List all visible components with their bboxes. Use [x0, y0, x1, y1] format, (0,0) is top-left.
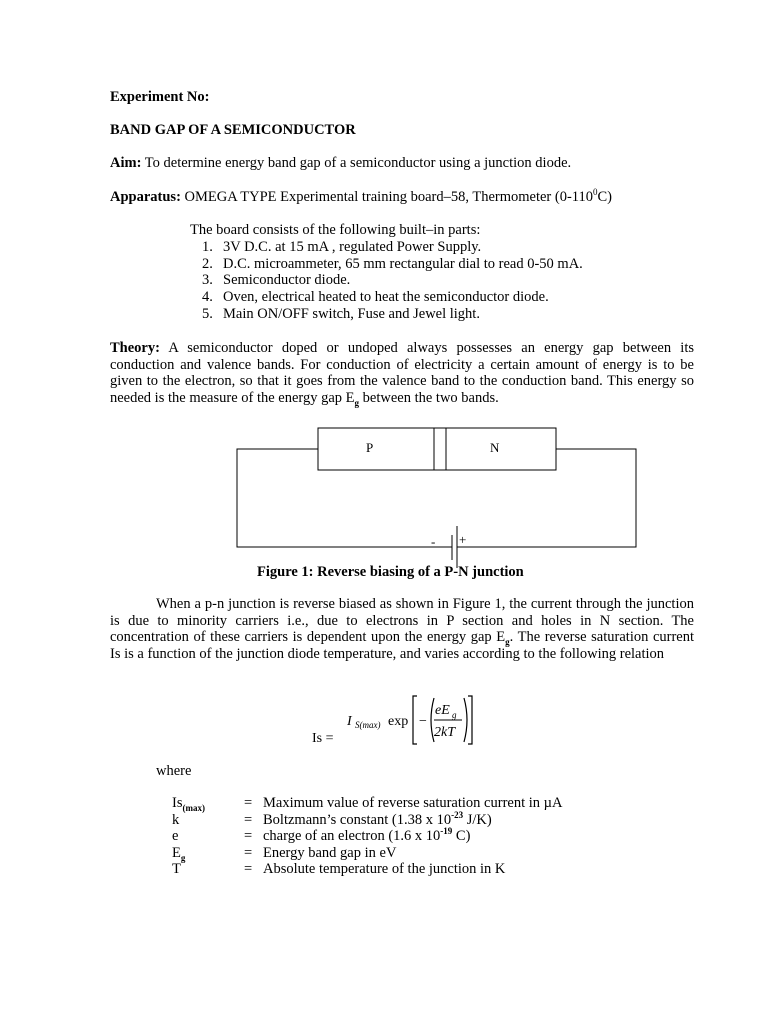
list-item: 5. Main ON/OFF switch, Fuse and Jewel light.	[202, 305, 480, 322]
theory-paragraph: Theory: A semiconductor doped or undoped always possesses an energy gap between its conduction and valence bands. For conduction of electricity a certain amount of energy is to be given to the electron, so that it goes from the valence band to the conduction band. This energy so needed is the measure of the energy gap $E_g$ between the two bands.	[110, 340, 694, 408]
symbol-definitions	[172, 795, 562, 878]
symbol-row: T = Absolute temperature of the junction in K	[172, 861, 506, 877]
list-item: 3. Semiconductor diode.	[202, 272, 351, 289]
experiment-number: Experiment No:	[110, 89, 210, 105]
aim-text: To determine energy band gap of a semiconductor using a junction diode.	[141, 155, 572, 171]
symbol-row: e = charge of an electron (1.6 x $10^{-19}$ C)	[172, 826, 471, 844]
apparatus-text: OMEGA TYPE Experimental training board–58, Thermometer (0-110	[180, 189, 593, 205]
aim-label: Aim:	[110, 155, 142, 171]
reverse-bias-paragraph: When a p-n junction is reverse biased as shown in Figure 1, the current through the junction is due to minority carriers i.e., due to electrons in P section and holes in N section. The concentration of these carriers is dependent upon the energy gap $E_g$. The reverse saturation current Is is a function of the junction diode temperature, and varies according to the following relation	[110, 596, 694, 662]
wire-right	[457, 449, 636, 547]
svg-text:eE: eE	[435, 703, 450, 718]
wire-left	[237, 449, 452, 547]
minus-sign: -	[431, 534, 436, 549]
svg-text:I: I	[347, 714, 352, 729]
apparatus-label: Apparatus:	[110, 189, 181, 205]
svg-text:exp: exp	[388, 714, 409, 729]
n-region	[446, 428, 556, 470]
saturation-current-equation	[300, 690, 500, 750]
figure-caption: Figure 1: Reverse biasing of a P-N junction	[257, 564, 524, 580]
svg-text:2kT: 2kT	[434, 725, 455, 740]
symbol-row: $E_g$ = Energy band gap in eV	[172, 844, 397, 863]
board-intro: The board consists of the following built–in parts:	[190, 222, 481, 238]
symbol-row: $Is_{(max)}$ = Maximum value of reverse saturation current in µA	[172, 795, 563, 813]
p-label: P	[366, 440, 374, 455]
apparatus-line: Apparatus: OMEGA TYPE Experimental training board–58, Thermometer $(0-110^0C)$	[110, 187, 612, 205]
theory-label: Theory:	[110, 340, 160, 356]
list-item: 1. 3V D.C. at 15 mA , regulated Power Supply.	[202, 239, 482, 255]
n-label: N	[490, 440, 500, 455]
list-item: 2. D.C. microammeter, 65 mm rectangular dial to read 0-50 mA.	[202, 255, 583, 272]
plus-sign: +	[459, 532, 467, 547]
equation-lhs: Is =	[312, 731, 334, 746]
page-title: BAND GAP OF A SEMICONDUCTOR	[110, 122, 356, 138]
p-region	[318, 428, 434, 470]
degree-sup: 0	[593, 187, 598, 198]
where-label: where	[156, 763, 192, 779]
svg-text:S(max): S(max)	[355, 720, 381, 730]
svg-text:−: −	[419, 714, 427, 729]
list-item: 4. Oven, electrical heated to heat the semiconductor diode.	[202, 289, 549, 306]
symbol-row: k = Boltzmann’s constant (1.38 x $10^{-23}$ J/K)	[172, 809, 492, 828]
svg-text:g: g	[452, 710, 457, 720]
junction-region	[434, 428, 446, 470]
